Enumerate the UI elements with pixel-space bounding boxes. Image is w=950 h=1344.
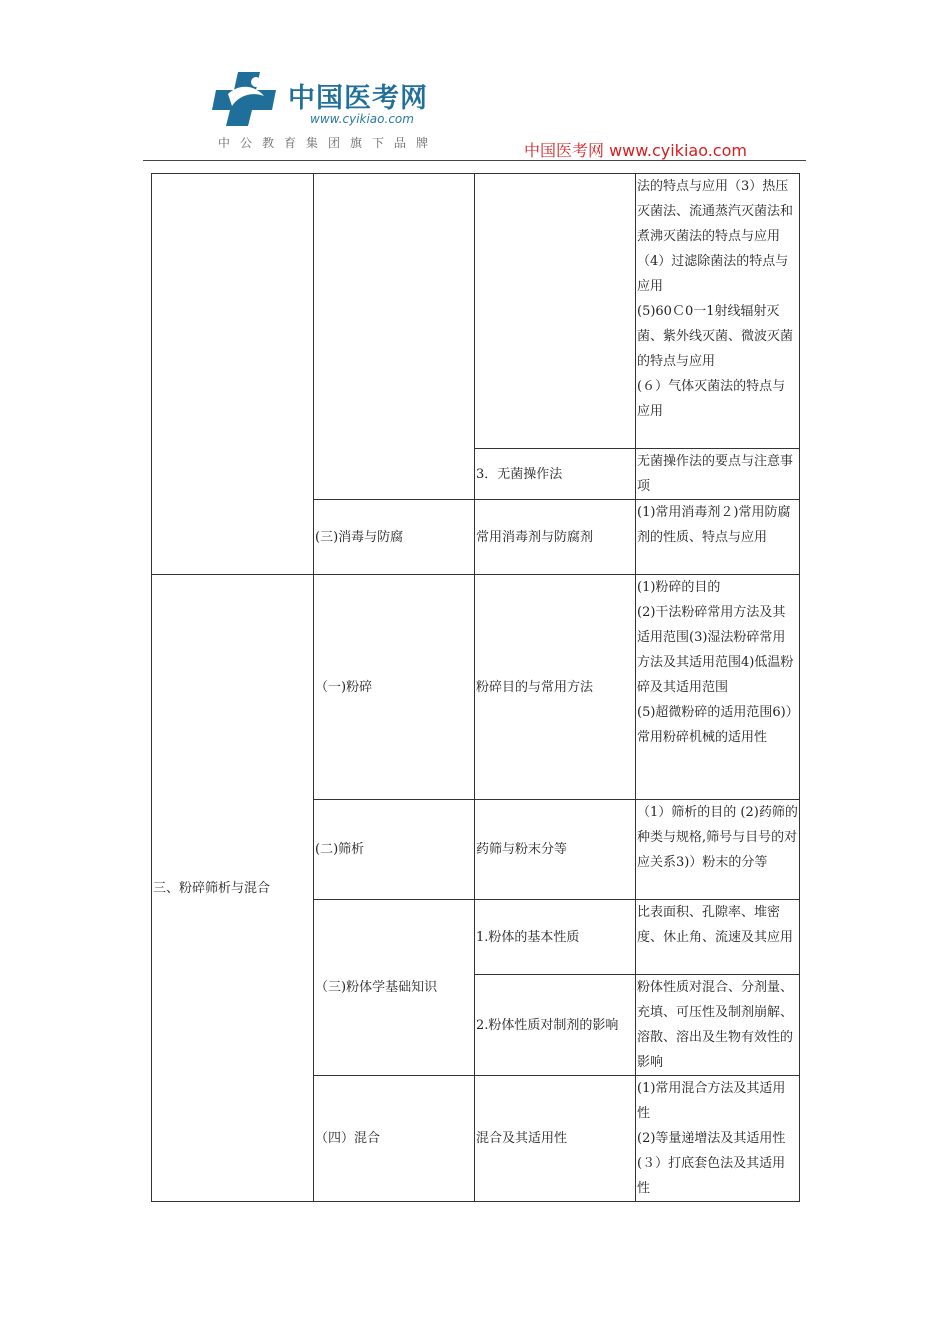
subsection-cell: （三)粉体学基础知识	[314, 900, 475, 1076]
topic-cell: 混合及其适用性	[475, 1076, 636, 1202]
content-line: (1)粉碎的目的	[637, 580, 721, 595]
content-line: 法的特点与应用（3）热压灭菌法、流通蒸汽灭菌法和煮沸灭菌法的特点与应用	[637, 179, 794, 244]
subsection-cell: (三)消毒与防腐	[314, 500, 475, 575]
topic-cell: 粉碎目的与常用方法	[475, 575, 636, 800]
logo-url: www.cyikiao.com	[310, 112, 414, 126]
table-row	[152, 174, 800, 449]
subsection-cell: （四）混合	[314, 1076, 475, 1202]
section-title: 三、粉碎筛析与混合	[152, 575, 314, 1202]
content-cell: 无菌操作法的要点与注意事项	[636, 449, 800, 500]
content-cell: (1)常用消毒剂２)常用防腐剂的性质、特点与应用	[636, 500, 800, 575]
logo-tagline: 中公教育集团旗下品牌	[218, 136, 439, 150]
content-cell	[636, 1076, 800, 1202]
content-cell: 比表面积、孔隙率、堆密度、休止角、流速及其应用	[636, 900, 800, 975]
topic-cell: 2.粉体性质对制剂的影响	[475, 975, 636, 1076]
syllabus-table	[151, 173, 800, 1202]
topic-cell: 常用消毒剂与防腐剂	[475, 500, 636, 575]
content-line: (３）打底套色法及其适用性	[637, 1156, 786, 1196]
content-line: (６）气体灭菌法的特点与应用	[637, 379, 786, 419]
logo-name: 中国医考网	[288, 83, 428, 114]
topic-cell: 药筛与粉末分等	[475, 800, 636, 900]
content-line: (5)超微粉碎的适用范围6)）常用粉碎机械的适用性	[637, 705, 793, 745]
logo	[210, 66, 460, 156]
site-link[interactable]: 中国医考网 www.cyikiao.com	[524, 141, 747, 160]
content-cell: 粉体性质对混合、分剂量、充填、可压性及制剂崩解、溶散、溶出及生物有效性的影响	[636, 975, 800, 1076]
content-line: （4）过滤除菌法的特点与应用	[637, 254, 789, 294]
content-cell: （1）筛析的目的 (2)药筛的种类与规格,筛号与目号的对应关系3)）粉末的分等	[636, 800, 800, 900]
subsection-cell	[314, 174, 475, 500]
content-line: (2)等量递增法及其适用性	[637, 1131, 786, 1146]
topic-cell: 3．无菌操作法	[475, 449, 636, 500]
medical-cross-icon	[210, 70, 282, 128]
page-header	[0, 0, 950, 170]
header-divider	[143, 160, 806, 161]
subsection-cell: (二)筛析	[314, 800, 475, 900]
content-line: (2)干法粉碎常用方法及其适用范围(3)湿法粉碎常用方法及其适用范围4)低温粉碎及其适用范围	[637, 605, 794, 695]
content-cell	[636, 174, 800, 449]
topic-cell: 1.粉体的基本性质	[475, 900, 636, 975]
topic-cell	[475, 174, 636, 449]
subsection-cell: （一)粉碎	[314, 575, 475, 800]
content-cell	[636, 575, 800, 800]
table-row	[152, 575, 800, 800]
section-cell	[152, 174, 314, 575]
content-line: (1)常用混合方法及其适用性	[637, 1081, 786, 1121]
content-line: (5)60Ｃ0一1射线辐射灭菌、紫外线灭菌、微波灭菌的特点与应用	[637, 304, 794, 369]
